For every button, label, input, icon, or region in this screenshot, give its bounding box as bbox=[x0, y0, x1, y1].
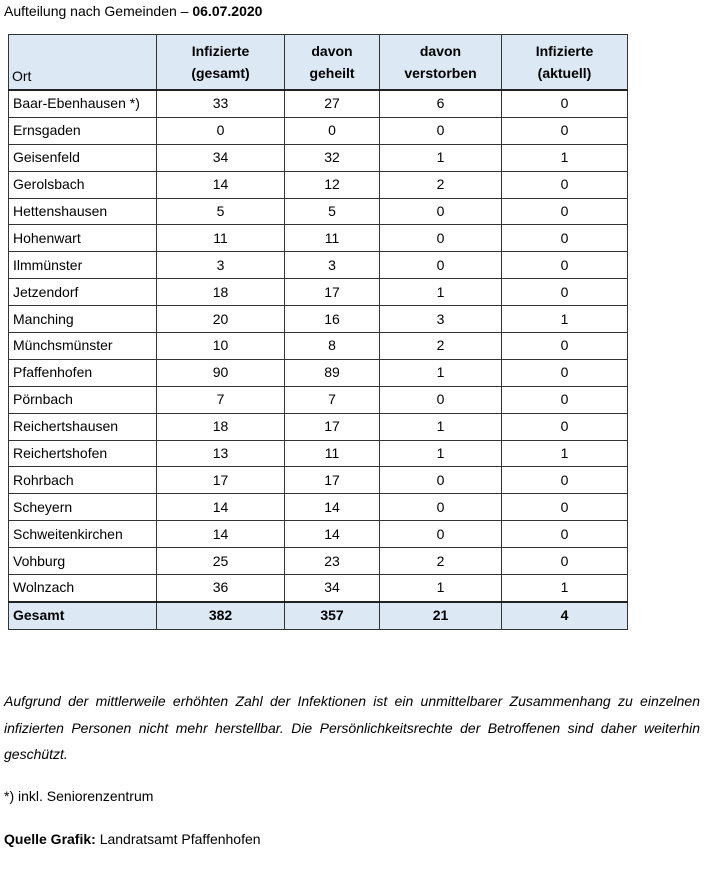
infizierte-aktuell-cell: 0 bbox=[502, 225, 628, 252]
table-header bbox=[9, 35, 628, 91]
verstorben-cell: 0 bbox=[380, 494, 502, 521]
ort-cell: Scheyern bbox=[9, 494, 157, 521]
ort-cell: Reichertshausen bbox=[9, 413, 157, 440]
title-prefix: Aufteilung nach Gemeinden – bbox=[4, 3, 189, 19]
verstorben-cell: 0 bbox=[380, 386, 502, 413]
table-footer bbox=[9, 602, 628, 629]
table-row bbox=[9, 494, 628, 521]
infizierte-gesamt-cell: 13 bbox=[157, 440, 285, 467]
header-verstorben-line2: verstorben bbox=[404, 65, 477, 81]
total-verstorben: 21 bbox=[380, 602, 502, 629]
infizierte-gesamt-cell: 25 bbox=[157, 548, 285, 575]
municipality-table bbox=[8, 34, 628, 630]
verstorben-cell: 3 bbox=[380, 306, 502, 333]
table-row bbox=[9, 521, 628, 548]
total-row bbox=[9, 602, 628, 629]
ort-cell: Jetzendorf bbox=[9, 279, 157, 306]
ort-cell: Schweitenkirchen bbox=[9, 521, 157, 548]
ort-cell: Hohenwart bbox=[9, 225, 157, 252]
header-infizierte-gesamt-line2: (gesamt) bbox=[191, 65, 250, 81]
geheilt-cell: 11 bbox=[285, 440, 380, 467]
ort-cell: Baar-Ebenhausen *) bbox=[9, 90, 157, 117]
geheilt-cell: 12 bbox=[285, 171, 380, 198]
header-infizierte-aktuell-line1: Infizierte bbox=[535, 43, 594, 59]
verstorben-cell: 1 bbox=[380, 144, 502, 171]
verstorben-cell: 2 bbox=[380, 548, 502, 575]
table-body bbox=[9, 90, 628, 602]
infizierte-aktuell-cell: 0 bbox=[502, 386, 628, 413]
infizierte-aktuell-cell: 0 bbox=[502, 467, 628, 494]
header-ort: Ort bbox=[9, 35, 157, 91]
infizierte-gesamt-cell: 14 bbox=[157, 171, 285, 198]
infizierte-gesamt-cell: 18 bbox=[157, 413, 285, 440]
ort-cell: Ilmmünster bbox=[9, 252, 157, 279]
verstorben-cell: 1 bbox=[380, 359, 502, 386]
infizierte-aktuell-cell: 1 bbox=[502, 575, 628, 602]
ort-cell: Vohburg bbox=[9, 548, 157, 575]
total-label: Gesamt bbox=[9, 602, 157, 629]
table-row bbox=[9, 171, 628, 198]
source-label: Quelle Grafik: bbox=[4, 831, 96, 847]
header-infizierte-gesamt-line1: Infizierte bbox=[191, 43, 250, 59]
ort-cell: Hettenshausen bbox=[9, 198, 157, 225]
infizierte-gesamt-cell: 90 bbox=[157, 359, 285, 386]
infizierte-gesamt-cell: 17 bbox=[157, 467, 285, 494]
ort-cell: Reichertshofen bbox=[9, 440, 157, 467]
infizierte-gesamt-cell: 3 bbox=[157, 252, 285, 279]
ort-cell: Manching bbox=[9, 306, 157, 333]
geheilt-cell: 17 bbox=[285, 279, 380, 306]
table-row bbox=[9, 359, 628, 386]
table-row bbox=[9, 198, 628, 225]
table-row bbox=[9, 440, 628, 467]
infizierte-aktuell-cell: 0 bbox=[502, 279, 628, 306]
geheilt-cell: 14 bbox=[285, 494, 380, 521]
infizierte-aktuell-cell: 0 bbox=[502, 198, 628, 225]
infizierte-aktuell-cell: 0 bbox=[502, 494, 628, 521]
infizierte-aktuell-cell: 0 bbox=[502, 252, 628, 279]
header-verstorben-line1: davon bbox=[419, 43, 462, 59]
verstorben-cell: 0 bbox=[380, 198, 502, 225]
infizierte-gesamt-cell: 20 bbox=[157, 306, 285, 333]
infizierte-aktuell-cell: 0 bbox=[502, 333, 628, 360]
geheilt-cell: 16 bbox=[285, 306, 380, 333]
infizierte-gesamt-cell: 18 bbox=[157, 279, 285, 306]
ort-cell: Wolnzach bbox=[9, 575, 157, 602]
ort-cell: Ernsgaden bbox=[9, 117, 157, 144]
source-value: Landratsamt Pfaffenhofen bbox=[99, 831, 261, 847]
infizierte-aktuell-cell: 1 bbox=[502, 440, 628, 467]
verstorben-cell: 1 bbox=[380, 440, 502, 467]
table-row bbox=[9, 144, 628, 171]
geheilt-cell: 7 bbox=[285, 386, 380, 413]
infizierte-aktuell-cell: 0 bbox=[502, 521, 628, 548]
ort-cell: Münchsmünster bbox=[9, 333, 157, 360]
verstorben-cell: 0 bbox=[380, 117, 502, 144]
infizierte-aktuell-cell: 0 bbox=[502, 90, 628, 117]
table-row bbox=[9, 279, 628, 306]
verstorben-cell: 6 bbox=[380, 90, 502, 117]
geheilt-cell: 17 bbox=[285, 467, 380, 494]
ort-cell: Pörnbach bbox=[9, 386, 157, 413]
verstorben-cell: 2 bbox=[380, 333, 502, 360]
ort-cell: Pfaffenhofen bbox=[9, 359, 157, 386]
header-geheilt bbox=[285, 35, 380, 91]
header-geheilt-line1: davon bbox=[311, 43, 353, 59]
infizierte-aktuell-cell: 0 bbox=[502, 171, 628, 198]
infizierte-aktuell-cell: 1 bbox=[502, 306, 628, 333]
table-row bbox=[9, 413, 628, 440]
table-row bbox=[9, 117, 628, 144]
verstorben-cell: 1 bbox=[380, 413, 502, 440]
footnote: *) inkl. Seniorenzentrum bbox=[4, 788, 154, 804]
table-row bbox=[9, 90, 628, 117]
infizierte-gesamt-cell: 36 bbox=[157, 575, 285, 602]
table-row bbox=[9, 386, 628, 413]
infizierte-gesamt-cell: 34 bbox=[157, 144, 285, 171]
geheilt-cell: 23 bbox=[285, 548, 380, 575]
infizierte-gesamt-cell: 33 bbox=[157, 90, 285, 117]
table-row bbox=[9, 548, 628, 575]
geheilt-cell: 32 bbox=[285, 144, 380, 171]
geheilt-cell: 11 bbox=[285, 225, 380, 252]
verstorben-cell: 0 bbox=[380, 252, 502, 279]
ort-cell: Rohrbach bbox=[9, 467, 157, 494]
total-geheilt: 357 bbox=[285, 602, 380, 629]
verstorben-cell: 2 bbox=[380, 171, 502, 198]
table-row bbox=[9, 467, 628, 494]
geheilt-cell: 34 bbox=[285, 575, 380, 602]
infizierte-gesamt-cell: 14 bbox=[157, 521, 285, 548]
geheilt-cell: 0 bbox=[285, 117, 380, 144]
header-geheilt-line2: geheilt bbox=[309, 65, 355, 81]
total-infizierte-aktuell: 4 bbox=[502, 602, 628, 629]
privacy-note: Aufgrund der mittlerweile erhöhten Zahl der Infektionen ist ein unmittelbarer Zusammenhang zu einzelnen infizierten Personen nicht mehr herstellbar. Die Persönlichkeitsrechte der Betroffenen sind daher weiterhin geschützt. bbox=[4, 693, 700, 762]
infizierte-gesamt-cell: 0 bbox=[157, 117, 285, 144]
geheilt-cell: 14 bbox=[285, 521, 380, 548]
geheilt-cell: 27 bbox=[285, 90, 380, 117]
geheilt-cell: 5 bbox=[285, 198, 380, 225]
geheilt-cell: 8 bbox=[285, 333, 380, 360]
verstorben-cell: 0 bbox=[380, 225, 502, 252]
infizierte-gesamt-cell: 5 bbox=[157, 198, 285, 225]
table-row bbox=[9, 333, 628, 360]
infizierte-aktuell-cell: 0 bbox=[502, 548, 628, 575]
infizierte-aktuell-cell: 1 bbox=[502, 144, 628, 171]
geheilt-cell: 3 bbox=[285, 252, 380, 279]
table-row bbox=[9, 575, 628, 602]
verstorben-cell: 0 bbox=[380, 521, 502, 548]
ort-cell: Geisenfeld bbox=[9, 144, 157, 171]
table-row bbox=[9, 252, 628, 279]
verstorben-cell: 1 bbox=[380, 279, 502, 306]
infizierte-aktuell-cell: 0 bbox=[502, 413, 628, 440]
header-verstorben bbox=[380, 35, 502, 91]
total-infizierte-gesamt: 382 bbox=[157, 602, 285, 629]
verstorben-cell: 1 bbox=[380, 575, 502, 602]
page-title bbox=[4, 3, 262, 19]
infizierte-aktuell-cell: 0 bbox=[502, 359, 628, 386]
geheilt-cell: 89 bbox=[285, 359, 380, 386]
title-date: 06.07.2020 bbox=[192, 3, 263, 19]
verstorben-cell: 0 bbox=[380, 467, 502, 494]
infizierte-gesamt-cell: 14 bbox=[157, 494, 285, 521]
header-infizierte-aktuell bbox=[502, 35, 628, 91]
header-infizierte-gesamt bbox=[157, 35, 285, 91]
table-row bbox=[9, 306, 628, 333]
source-line bbox=[4, 831, 261, 847]
infizierte-gesamt-cell: 7 bbox=[157, 386, 285, 413]
table-row bbox=[9, 225, 628, 252]
geheilt-cell: 17 bbox=[285, 413, 380, 440]
infizierte-gesamt-cell: 10 bbox=[157, 333, 285, 360]
ort-cell: Gerolsbach bbox=[9, 171, 157, 198]
header-infizierte-aktuell-line2: (aktuell) bbox=[537, 65, 592, 81]
infizierte-gesamt-cell: 11 bbox=[157, 225, 285, 252]
infizierte-aktuell-cell: 0 bbox=[502, 117, 628, 144]
